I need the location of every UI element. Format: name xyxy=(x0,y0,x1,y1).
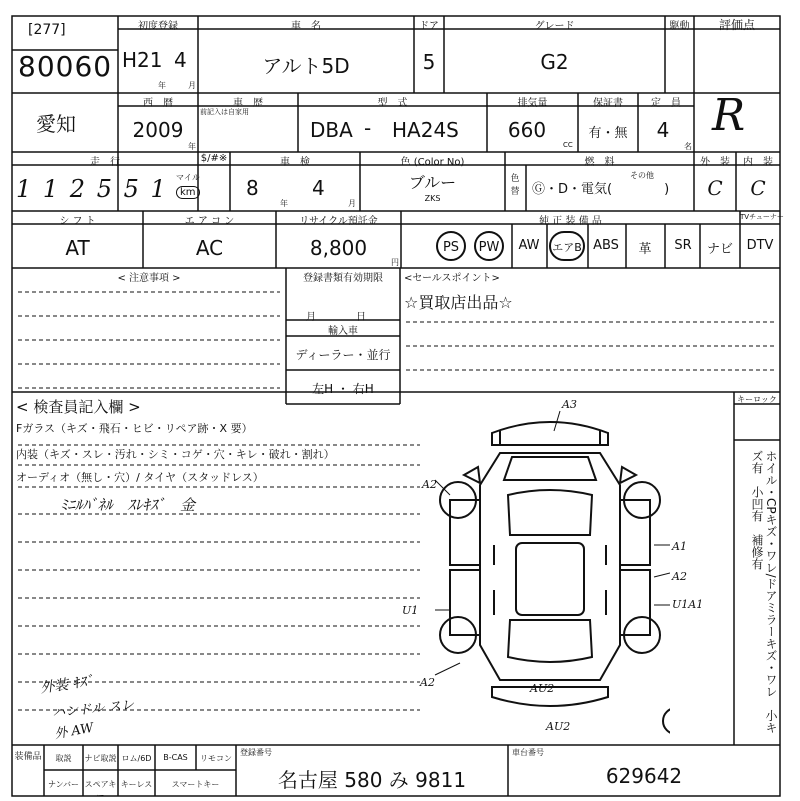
rear-window xyxy=(508,620,592,662)
mark-a2-front-left: A2 xyxy=(422,478,437,491)
car-name-label: 車 名 xyxy=(291,21,321,32)
interior-label: 内 装 xyxy=(743,157,773,168)
color-code: ZKS xyxy=(424,194,441,203)
model-dash: - xyxy=(364,116,372,140)
note-hw-2: ハンドル スレ xyxy=(51,697,135,722)
lot-number: 80060 xyxy=(18,50,113,83)
footer-number: ナンバー xyxy=(47,780,80,789)
prefecture: 愛知 xyxy=(36,112,76,136)
footer-spare-key: スペアキー xyxy=(84,780,117,800)
meter-change-label: $/#※ xyxy=(200,153,228,164)
sales-point-value: ☆買取店出品☆ xyxy=(404,293,513,312)
shaken-label: 車 検 xyxy=(280,157,310,168)
equip-pw: PW xyxy=(474,231,504,261)
footer-bcas: B-CAS xyxy=(163,753,188,762)
mileage-label: 走 行 xyxy=(90,157,120,168)
footer-remote: リモコン xyxy=(200,754,232,763)
first-reg-era: H21 xyxy=(122,48,163,72)
color-value: ブルー xyxy=(408,173,457,192)
recycle-label: リサイクル預託金 xyxy=(299,216,378,227)
aircon-label: エ ア コ ン xyxy=(184,216,235,227)
mark-u1-left: U1 xyxy=(402,604,419,617)
front-bumper xyxy=(492,422,608,445)
import-label: 輸入車 xyxy=(328,326,358,337)
km-unit: km xyxy=(176,186,200,199)
drive-label: 駆動 xyxy=(669,21,690,32)
footer-rom: ロム/6D xyxy=(121,754,152,763)
mileage-value: 1 1 2 5 5 1 xyxy=(16,175,168,203)
handle-option: 左H ・ 右H xyxy=(312,382,374,396)
year-unit-1: 年 xyxy=(158,81,166,90)
exterior-label: 外 装 xyxy=(700,157,730,168)
reg-number-value: 名古屋 580 み 9811 xyxy=(277,768,467,792)
western-year-label: 西 暦 xyxy=(143,98,173,109)
inspector-line1: Fガラス（キズ・飛石・ヒビ・リペア跡・X 要） xyxy=(16,422,253,435)
reg-number-label: 登録番号 xyxy=(240,748,272,757)
month-unit-1: 月 xyxy=(188,81,196,90)
score-label: 評価点 xyxy=(718,18,755,32)
year-unit-3: 年 xyxy=(280,199,288,208)
mark-a2-right: A2 xyxy=(672,570,687,583)
mark-a3: A3 xyxy=(562,398,577,411)
registration-deadline-label: 登録書類有効期限 xyxy=(303,273,383,284)
equipment-label: 純 正 装 備 品 xyxy=(539,216,602,227)
model-value: HA24S xyxy=(392,118,459,142)
model-prefix: DBA xyxy=(310,118,353,142)
inspector-line3: オーディオ（無し・穴）/ タイヤ（スタッドレス） xyxy=(16,471,264,484)
warranty-label: 保証書 xyxy=(593,98,623,109)
mark-au2-rear: AU2 xyxy=(530,682,555,695)
color-change-label: 色替 xyxy=(510,174,520,197)
mark-au2-bottom: AU2 xyxy=(546,720,571,733)
shaken-month: 4 xyxy=(312,176,325,200)
note-hw-1: 外装 ｷｽﾞ xyxy=(39,673,95,697)
capacity-value: 4 xyxy=(656,118,670,142)
equip-abs: ABS xyxy=(593,238,619,253)
first-reg-label: 初度登録 xyxy=(138,21,178,32)
footer-manual: 取説 xyxy=(55,754,72,763)
roof xyxy=(516,543,584,615)
fuel-value: Ⓖ・D・電気( ) xyxy=(532,182,670,197)
mark-a1-right: A1 xyxy=(672,540,687,553)
color-label: 色 (Color No) xyxy=(400,157,465,168)
equip-ps: PS xyxy=(436,231,466,261)
cc-unit: CC xyxy=(563,141,573,149)
shaken-year: 8 xyxy=(246,176,259,200)
exterior-grade: C xyxy=(707,176,723,200)
equip-sunroof: SR xyxy=(674,238,692,253)
doors-value: 5 xyxy=(422,50,436,74)
sales-point-label: <セールスポイント> xyxy=(404,273,500,284)
car-name: アルト5D xyxy=(262,54,350,78)
recycle-value: 8,800 xyxy=(309,236,368,260)
month-unit-3: 月 xyxy=(348,199,356,208)
shift-value: AT xyxy=(65,236,90,260)
history-label: 車 歴 xyxy=(233,98,263,109)
mark-a2-rear-left: A2 xyxy=(420,676,435,689)
capacity-label: 定 員 xyxy=(651,98,681,109)
mark-u1a1-right: U1A1 xyxy=(672,598,704,611)
grade-label: グレード xyxy=(534,21,575,32)
model-label: 型 式 xyxy=(377,98,408,109)
month-day-label: 月 日 xyxy=(306,312,366,323)
displacement-value: 660 xyxy=(507,118,547,142)
grade-value: G2 xyxy=(540,50,569,74)
year-value: 2009 xyxy=(132,118,184,142)
capacity-unit: 名 xyxy=(684,142,692,151)
footer-navi-manual: ナビ取説 xyxy=(84,754,117,763)
inspector-line2: 内装（キズ・スレ・汚れ・シミ・コゲ・穴・キレ・破れ・割れ） xyxy=(16,448,335,461)
footer-side-label: 装備品 xyxy=(14,752,42,762)
import-option: ディーラー・並行 xyxy=(295,348,391,362)
fuel-label: 燃 料 xyxy=(584,157,615,168)
year-unit-2: 年 xyxy=(188,142,196,151)
footer-smart-key: スマートキー xyxy=(171,780,220,789)
inspector-handwritten: ﾐﾆﾙﾊﾞﾈﾙ ｽﾚｷｽﾞ 金 xyxy=(60,496,196,514)
equip-airbag: エアB xyxy=(549,231,585,261)
first-reg-month: 4 xyxy=(174,48,187,72)
tv-tuner-label: TVチューナー xyxy=(740,213,784,221)
equip-aw: AW xyxy=(518,238,540,253)
lot-tag: [277] xyxy=(28,22,66,38)
fuel-other-label: その他 xyxy=(630,171,654,180)
warranty-value: 有・無 xyxy=(588,126,628,141)
displacement-label: 排気量 xyxy=(517,98,548,109)
doors-label: ドア xyxy=(419,21,439,32)
interior-grade: C xyxy=(750,176,766,200)
history-sub: 前記入は自家用 xyxy=(200,108,249,116)
equip-dtv: DTV xyxy=(746,238,774,253)
windshield xyxy=(508,490,592,535)
score-value: R xyxy=(712,90,746,141)
car-body xyxy=(480,453,620,680)
mile-unit: マイル xyxy=(176,173,200,182)
yen-unit: 円 xyxy=(391,258,399,267)
inspector-label: < 検査員記入欄 > xyxy=(16,398,141,416)
keylock-label: キーロック xyxy=(737,395,777,404)
aircon-value: AC xyxy=(195,236,224,260)
equip-navi: ナビ xyxy=(706,242,733,257)
chassis-number-label: 車台番号 xyxy=(512,748,544,757)
note-hw-3: 外 AW xyxy=(53,720,95,743)
chassis-number-value: 629642 xyxy=(605,764,683,788)
footer-keyless: キーレス xyxy=(120,780,153,789)
shift-label: シ フ ト xyxy=(59,216,96,227)
notes-label: < 注意事項 > xyxy=(117,273,181,284)
equip-leather: 革 xyxy=(638,242,652,257)
right-legend: ホイル・CPキズ・ワレ/ドアミラーキズ・ワレ 小キズ有 小凹有 補修有 xyxy=(750,450,778,734)
